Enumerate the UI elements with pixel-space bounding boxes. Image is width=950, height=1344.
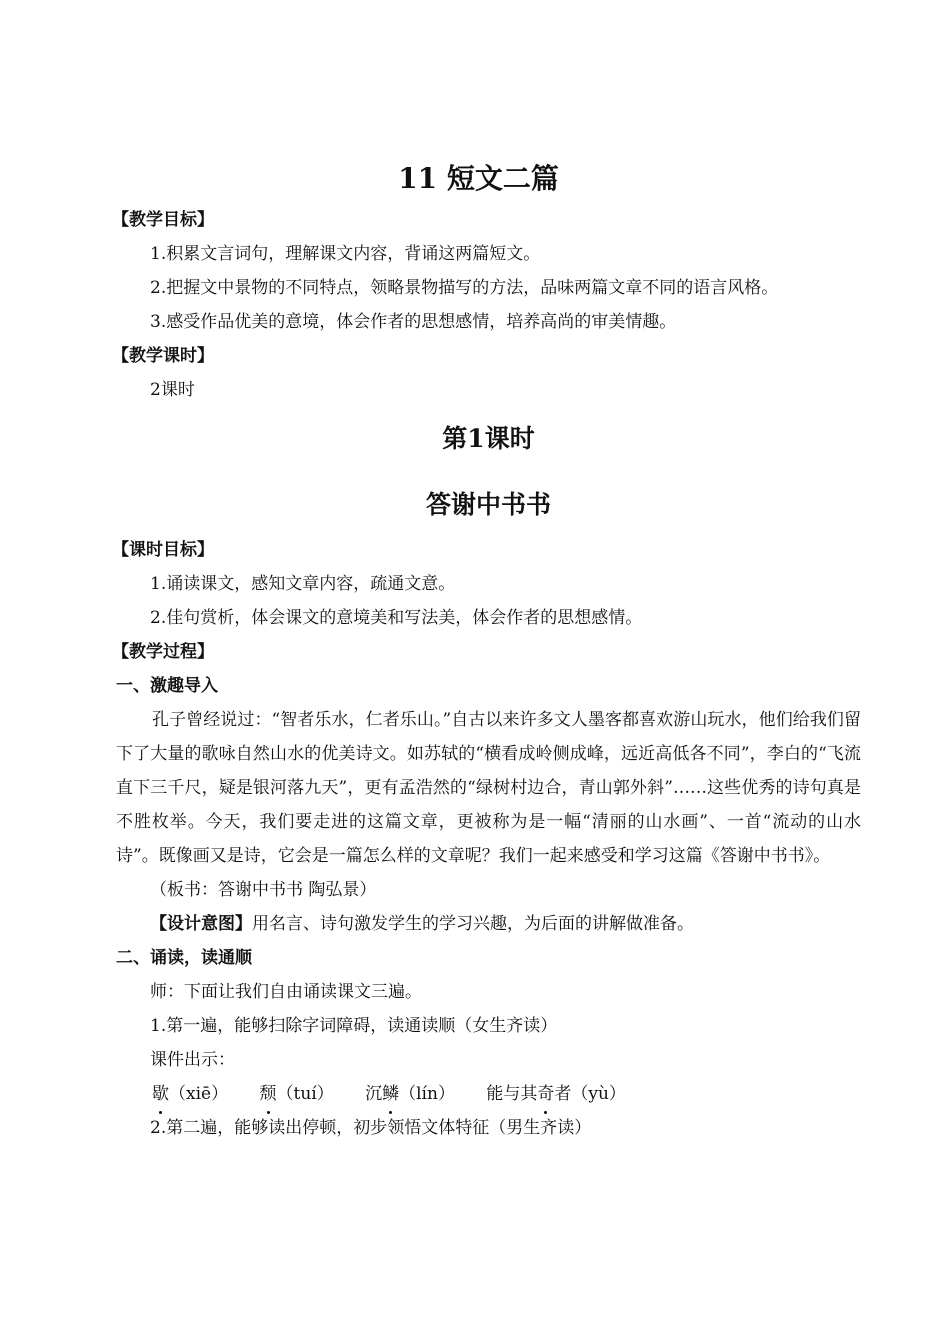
goal-item: 2.把握文中景物的不同特点，领略景物描写的方法，品味两篇文章不同的语言风格。 xyxy=(150,278,779,298)
pinyin-item xyxy=(152,1077,228,1111)
period-goals-heading: 【课时目标】 xyxy=(112,540,214,560)
document-content xyxy=(112,155,861,1145)
courseware-label: 课件出示： xyxy=(150,1050,235,1070)
design-intent-text: 用名言、诗句激发学生的学习兴趣，为后面的讲解做准备。 xyxy=(252,914,694,934)
period-title: 第1课时 xyxy=(442,424,535,453)
process-heading: 【教学过程】 xyxy=(112,642,214,662)
reading-step-2: 2.第二遍，能够读出停顿，初步领悟文体特征（男生齐读） xyxy=(150,1118,592,1138)
teacher-line: 师：下面让我们自由诵读课文三遍。 xyxy=(150,982,422,1002)
plain-char: 者 xyxy=(554,1084,572,1104)
board-note: （板书：答谢中书书 陶弘景） xyxy=(150,880,377,900)
pinyin-reading: （tuí） xyxy=(276,1084,334,1104)
pinyin-reading: （xiē） xyxy=(169,1084,229,1104)
dotted-char: 奇 xyxy=(537,1077,554,1111)
design-intent xyxy=(116,907,861,941)
goal-item: 1.积累文言词句，理解课文内容，背诵这两篇短文。 xyxy=(150,244,541,264)
pinyin-item xyxy=(260,1077,334,1111)
pinyin-item xyxy=(365,1077,455,1111)
pinyin-item xyxy=(486,1077,626,1111)
plain-char: 沉 xyxy=(365,1084,383,1104)
goal-item: 3.感受作品优美的意境，体会作者的思想感情，培养高尚的审美情趣。 xyxy=(150,312,677,332)
period-goal-item: 2.佳句赏析，体会课文的意境美和写法美，体会作者的思想感情。 xyxy=(150,608,643,628)
text-title: 答谢中书书 xyxy=(425,490,551,519)
reading-step-1: 1.第一遍，能够扫除字词障碍，读通读顺（女生齐读） xyxy=(150,1016,558,1036)
pinyin-reading: （lín） xyxy=(399,1084,455,1104)
section-heading-2: 二、诵读，读通顺 xyxy=(116,948,252,968)
hours-value: 2课时 xyxy=(150,380,195,400)
intro-paragraph: 孔子曾经说过：“智者乐水，仁者乐山。”自古以来许多文人墨客都喜欢游山玩水，他们给我们留下了大量的歌咏自然山水的优美诗文。如苏轼的“横看成岭侧成峰，远近高低各不同”，李白的“飞流直下三千尺，疑是银河落九天”，更有孟浩然的“绿树村边合，青山郭外斜”……这些优秀的诗句真是不胜枚举。今天，我们要走进的这篇文章，更被称为是一幅“清丽的山水画”、一首“流动的山水诗”。既像画又是诗，它会是一篇怎么样的文章呢？我们一起来感受和学习这篇《答谢中书书》。 xyxy=(116,710,861,866)
period-goal-item: 1.诵读课文，感知文章内容，疏通文意。 xyxy=(150,574,456,594)
plain-char: 能与其 xyxy=(486,1084,538,1104)
design-intent-label: 【设计意图】 xyxy=(150,914,252,934)
dotted-char: 鳞 xyxy=(382,1077,399,1111)
goals-heading: 【教学目标】 xyxy=(112,210,214,230)
hours-heading: 【教学课时】 xyxy=(112,346,214,366)
dotted-char: 歇 xyxy=(152,1077,169,1111)
dotted-char: 颓 xyxy=(260,1077,277,1111)
pinyin-reading: （yù） xyxy=(571,1084,626,1104)
lesson-title: 11 短文二篇 xyxy=(398,162,559,195)
pinyin-row xyxy=(116,1077,861,1111)
section-heading-1: 一、激趣导入 xyxy=(116,676,218,696)
